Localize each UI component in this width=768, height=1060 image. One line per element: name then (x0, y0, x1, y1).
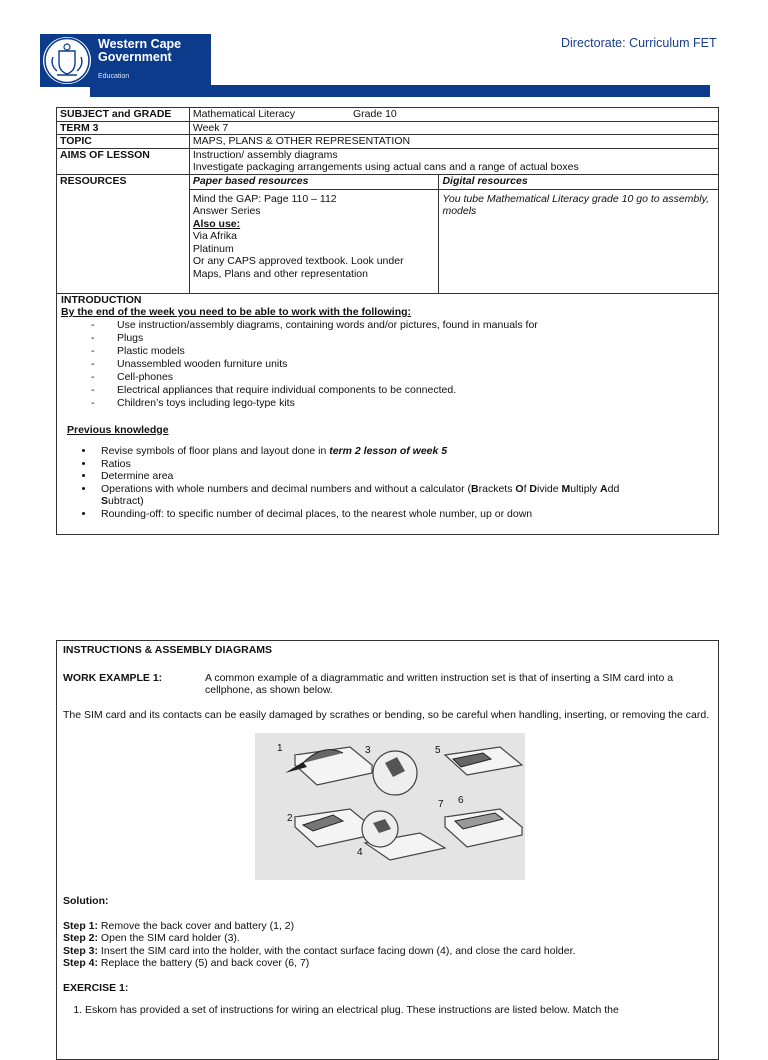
logo-title (98, 38, 181, 64)
topic-value: MAPS, PLANS & OTHER REPRESENTATION (189, 135, 718, 149)
list-item: 1. Eskom has provided a set of instructions for wiring an electrical plug. These instructions are listed below. Match the (85, 1004, 712, 1017)
also-use-label: Also use: (192, 217, 241, 230)
figure-number-5: 5 (435, 745, 441, 756)
resources-label: RESOURCES (57, 174, 190, 293)
step-text: Replace the battery (5) and back cover (6, 7) (98, 957, 310, 969)
introduction-row (57, 293, 719, 534)
work-example-text: A common example of a diagrammatic and written instruction set is that of inserting a SIM card into a cellphone, as shown below. (205, 671, 674, 696)
bodmas-text: rackets (478, 482, 516, 495)
introduction-cell (57, 293, 719, 534)
bodmas-letter: B (471, 482, 479, 495)
list-item: - Children’s toys including lego-type kits (91, 397, 714, 410)
list-item (95, 445, 714, 458)
step-text: Remove the back cover and battery (1, 2) (98, 919, 295, 932)
step-label: Step 4: (63, 957, 99, 969)
aims-cell (189, 148, 718, 174)
aims-label: AIMS OF LESSON (57, 148, 190, 174)
list-item: • Rounding-off: to specific number of decimal places, to the nearest whole number, up or down (95, 508, 714, 521)
instructions-section (56, 640, 719, 1060)
paper-resources-cell (189, 189, 439, 293)
list-item (95, 483, 714, 508)
figure-number-2: 2 (287, 813, 293, 824)
step-row (63, 920, 712, 933)
bodmas-text: dd (607, 482, 620, 495)
bodmas-text: ivide (537, 482, 562, 495)
aims-row (57, 148, 719, 174)
introduction-subtitle: By the end of the week you need to be able to work with the following: (61, 306, 412, 318)
paper-item: Answer Series (192, 205, 261, 217)
list-item: • Determine area (95, 470, 714, 483)
list-item: - Unassembled wooden furniture units (91, 358, 714, 371)
work-example-label: WORK EXAMPLE 1: (63, 671, 163, 684)
solution-label: Solution: (63, 895, 109, 907)
term-label: TERM 3 (57, 121, 190, 135)
digital-resources-text: You tube Mathematical Literacy grade 10 go to assembly, models (439, 189, 719, 293)
paper-resources-header: Paper based resources (189, 174, 439, 189)
prev-item-text: Revise symbols of floor plans and layout done in (101, 445, 330, 457)
topic-row (57, 135, 719, 149)
bodmas-text: ubtract) (108, 495, 144, 507)
step-text: Insert the SIM card into the holder, with the contact surface facing down (4), and close the card holder. (98, 944, 576, 957)
exercise-list (63, 1004, 712, 1017)
subject-row (57, 108, 719, 122)
prev-item-emphasis: term 2 lesson of week 5 (329, 445, 448, 457)
figure-number-1: 1 (277, 743, 283, 754)
bodmas-letter: S (101, 495, 109, 507)
logo-line2: Government (98, 50, 172, 64)
instructions-title: INSTRUCTIONS & ASSEMBLY DIAGRAMS (63, 644, 273, 656)
directorate-label: Directorate: Curriculum FET (561, 36, 717, 50)
subject-value: Mathematical Literacy (192, 108, 295, 120)
step-text: Open the SIM card holder (3). (98, 932, 240, 944)
step-row (63, 945, 712, 958)
bodmas-letter: A (600, 482, 608, 495)
bodmas-letter: D (529, 482, 537, 495)
digital-resources-header: Digital resources (439, 174, 719, 189)
grade-value: Grade 10 (352, 108, 397, 120)
also-item: Maps, Plans and other representation (192, 267, 368, 280)
bodmas-letter: O (515, 482, 524, 495)
aims-line2: Investigate packaging arrangements using actual cans and a range of actual boxes (192, 161, 579, 173)
previous-knowledge-list (61, 445, 714, 520)
step-label: Step 2: (63, 932, 99, 944)
figure-number-3: 3 (365, 745, 371, 756)
subject-label: SUBJECT and GRADE (57, 108, 190, 122)
step-row (63, 932, 712, 945)
topic-label: TOPIC (57, 135, 190, 149)
work-example (63, 672, 712, 697)
also-item: Via Afrika (192, 230, 238, 242)
list-item: • Ratios (95, 458, 714, 471)
header-rule (90, 85, 710, 97)
outcomes-list (61, 319, 714, 410)
list-item: - Cell-phones (91, 371, 714, 384)
coat-of-arms-icon (43, 37, 91, 84)
also-item: Platinum (192, 242, 234, 255)
logo-line1: Western Cape (98, 37, 182, 51)
logo-subtitle: Education (98, 73, 130, 80)
lesson-table (56, 107, 719, 535)
also-item: Or any CAPS approved textbook. Look under (192, 255, 404, 267)
bodmas-text: ultiply (570, 482, 601, 495)
paper-item: Mind the GAP: Page 110 – 112 (192, 192, 337, 205)
previous-knowledge-title: Previous knowledge (67, 423, 169, 436)
term-row (57, 121, 719, 135)
wcg-logo (40, 34, 211, 87)
bodmas-text: f (523, 482, 530, 495)
term-value: Week 7 (189, 121, 718, 135)
list-item: - Electrical appliances that require individual components to be connected. (91, 384, 714, 397)
figure-number-7: 7 (438, 799, 444, 810)
sim-card-diagram (255, 733, 525, 880)
bodmas-letter: M (561, 482, 571, 495)
solution-steps (63, 920, 712, 970)
list-item: - Plugs (91, 332, 714, 345)
figure-number-4: 4 (357, 847, 363, 858)
list-item: - Use instruction/assembly diagrams, containing words and/or pictures, found in manuals for (91, 319, 714, 332)
exercise-label: EXERCISE 1: (63, 981, 129, 994)
step-row (63, 957, 712, 970)
bodmas-text: Operations with whole numbers and decimal numbers and without a calculator ( (101, 482, 472, 495)
resources-header-row (57, 174, 719, 189)
introduction-title: INTRODUCTION (61, 293, 142, 306)
list-item: - Plastic models (91, 345, 714, 358)
step-label: Step 1: (63, 919, 99, 932)
step-label: Step 3: (63, 944, 99, 957)
care-text: The SIM card and its contacts can be easily damaged by scrathes or bending, so be careful when handling, inserting, or removing the card. (63, 708, 710, 721)
aims-line1: Instruction/ assembly diagrams (192, 148, 338, 161)
subject-cell (189, 108, 718, 122)
figure-number-6: 6 (458, 795, 464, 806)
